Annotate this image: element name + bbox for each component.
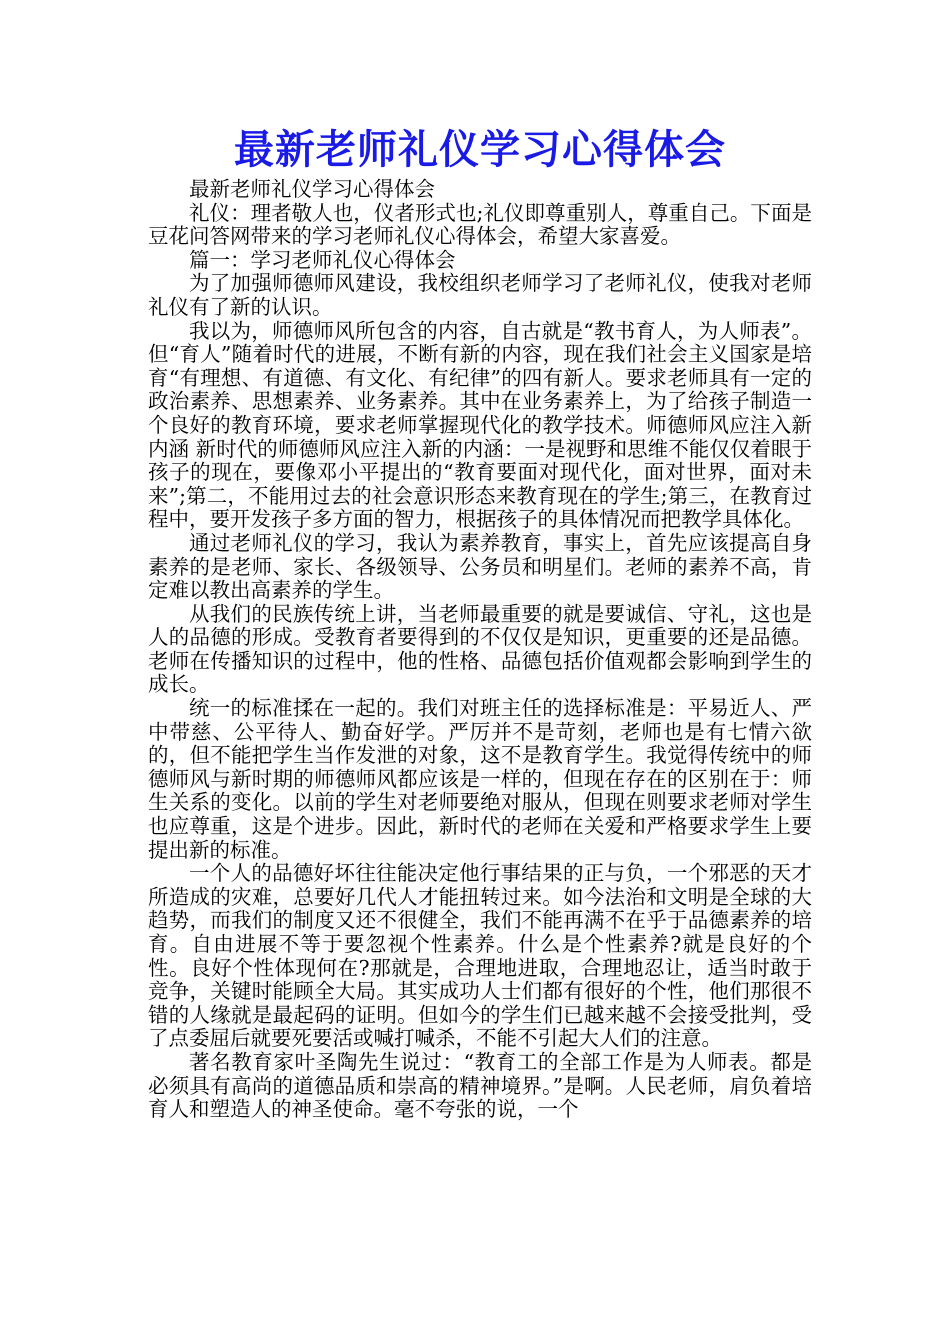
paragraph: 通过老师礼仪的学习，我认为素养教育，事实上，首先应该提高自身素养的是老师、家长、各级领导、公务员和明星们。老师的素养不高，肯定难以教出高素养的学生。 [148, 530, 812, 603]
paragraph: 统一的标准揉在一起的。我们对班主任的选择标准是：平易近人、严中带慈、公平待人、勤奋好学。严厉并不是苛刻，老师也是有七情六欲的，但不能把学生当作发泄的对象，这不是教育学生。我觉得传统中的师德师风与新时期的师德师风都应该是一样的，但现在存在的区别在于：师生关系的变化。以前的学生对老师要绝对服从，但现在则要求老师对学生也应尊重，这是个进步。因此，新时代的老师在关爱和严格要求学生上要提出新的标准。 [148, 696, 812, 862]
paragraph-section-heading: 篇一：学习老师礼仪心得体会 [189, 247, 456, 272]
paragraph: 我以为，师德师风所包含的内容，自古就是“教书育人，为人师表”。但“育人”随着时代的进展，不断有新的内容，现在我们社会主义国家是培育“有理想、有道德、有文化、有纪律”的四有新人。要求老师具有一定的政治素养、思想素养、业务素养。其中在业务素养上，为了给孩子制造一个良好的教育环境，要求老师掌握现代化的教学技术。师德师风应注入新内涵 新时代的师德师风应注入新的内涵：一是视野和思维不能仅仅着眼于孩子的现在，要像邓小平提出的“教育要面对现代化，面对世界，面对未来”;第二，不能用过去的社会意识形态来教育现在的学生;第三，在教育过程中，要开发孩子多方面的智力，根据孩子的具体情况而把教学具体化。 [148, 318, 812, 532]
paragraph-intro: 礼仪：理者敬人也，仪者形式也;礼仪即尊重别人，尊重自己。下面是豆花问答网带来的学习老师礼仪心得体会，希望大家喜爱。 [148, 200, 812, 249]
document-title: 最新老师礼仪学习心得体会 [234, 126, 726, 173]
document-body [148, 178, 812, 1122]
document-page [148, 122, 812, 1122]
paragraph: 一个人的品德好坏往往能决定他行事结果的正与负，一个邪恶的天才所造成的灾难，总要好几代人才能扭转过来。如今法治和文明是全球的大趋势，而我们的制度又还不很健全，我们不能再满不在乎于品德素养的培育。自由进展不等于要忽视个性素养。什么是个性素养?就是良好的个性。良好个性体现何在?那就是，合理地进取，合理地忍让，适当时敢于竞争，关键时能顾全大局。其实成功人士们都有很好的个性，他们那很不错的人缘就是最起码的证明。但如今的学生们已越来越不会接受批判，受了点委屈后就要死要活或喊打喊杀，不能不引起大人们的注意。 [148, 861, 812, 1051]
paragraph-subtitle: 最新老师礼仪学习心得体会 [189, 177, 435, 201]
paragraph: 为了加强师德师风建设，我校组织老师学习了老师礼仪，使我对老师礼仪有了新的认识。 [148, 271, 812, 319]
paragraph: 从我们的民族传统上讲，当老师最重要的就是要诚信、守礼，这也是人的品德的形成。受教育者要得到的不仅仅是知识，更重要的还是品德。老师在传播知识的过程中，他的性格、品德包括价值观都会影响到学生的成长。 [148, 601, 812, 697]
paragraph: 著名教育家叶圣陶先生说过：“教育工的全部工作是为人师表。都是必须具有高尚的道德品质和崇高的精神境界。”是啊。人民老师，肩负着培育人和塑造人的神圣使命。毫不夸张的说，一个 [148, 1049, 812, 1122]
